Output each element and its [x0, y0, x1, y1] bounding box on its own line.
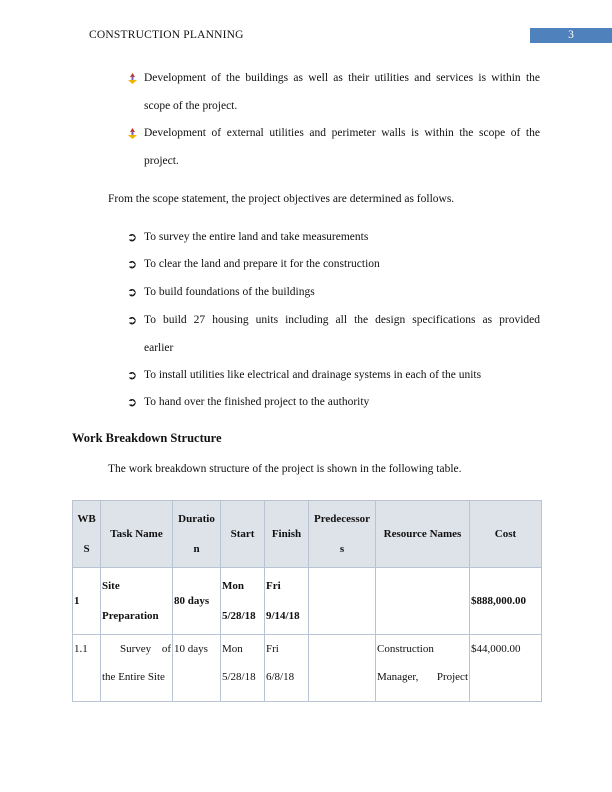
objective-item: [127, 362, 540, 390]
objective-text: To install utilities like electrical and drainage systems in each of the units: [144, 369, 482, 381]
arrow-bullet-icon: ➲: [127, 368, 138, 382]
cell-finish: Fri 9/14/18: [265, 568, 309, 635]
header-predecessors: Predecessor s: [309, 501, 376, 568]
page-number-badge: 3: [530, 28, 612, 43]
arrow-bullet-icon: ➲: [127, 285, 138, 299]
cell-start: Mon 5/28/18: [221, 568, 265, 635]
cell-resources: [376, 568, 470, 635]
objective-text: To clear the land and prepare it for the construction: [144, 258, 380, 270]
scope-bullet-line-2: scope of the project.: [144, 99, 238, 112]
cell-start: Mon 5/28/18: [221, 635, 265, 702]
cell-cost: $44,000.00: [470, 635, 542, 702]
scope-bullet: [127, 65, 540, 120]
header-resource-names: Resource Names: [376, 501, 470, 568]
scope-bullet: [127, 120, 540, 175]
cell-resources: Construction Manager, Project: [376, 635, 470, 702]
cell-finish: Fri 6/8/18: [265, 635, 309, 702]
header-finish: Finish: [265, 501, 309, 568]
objective-item: [127, 389, 540, 417]
scope-bullet-line-2: project.: [144, 154, 179, 167]
header-start: Start: [221, 501, 265, 568]
arrow-bullet-icon: ➲: [127, 257, 138, 271]
cell-predecessors: [309, 635, 376, 702]
objective-item: [127, 307, 540, 362]
objective-item: [127, 251, 540, 279]
cell-predecessors: [309, 568, 376, 635]
header-wbs: WB S: [73, 501, 101, 568]
cell-cost: $888,000.00: [470, 568, 542, 635]
table-row: [73, 635, 542, 702]
cell-task: Survey of the Entire Site: [101, 635, 173, 702]
objective-text-continued: earlier: [144, 341, 174, 354]
arrow-bullet-icon: ➲: [127, 230, 138, 244]
objective-text: To build 27 housing units including all the design specifications as provided: [144, 314, 540, 326]
running-header-title: CONSTRUCTION PLANNING: [89, 29, 244, 41]
objectives-intro: From the scope statement, the project objectives are determined as follows.: [108, 193, 455, 205]
cell-duration: 10 days: [173, 635, 221, 702]
table-header-row: [73, 501, 542, 568]
cell-wbs: 1: [73, 568, 101, 635]
objective-text: To build foundations of the buildings: [144, 286, 315, 298]
objective-text: To hand over the finished project to the authority: [144, 396, 370, 408]
wbs-table: [72, 500, 542, 702]
dart-bullet-icon: [127, 73, 138, 84]
table-row: [73, 568, 542, 635]
scope-bullet-line-1: Development of external utilities and perimeter walls is within the scope of the: [144, 127, 540, 139]
cell-duration: 80 days: [173, 568, 221, 635]
section-heading: Work Breakdown Structure: [72, 431, 222, 445]
header-cost: Cost: [470, 501, 542, 568]
arrow-bullet-icon: ➲: [127, 395, 138, 409]
objective-item: [127, 224, 540, 252]
objective-item: [127, 279, 540, 307]
objective-text: To survey the entire land and take measurements: [144, 231, 369, 243]
header-duration: Duratio n: [173, 501, 221, 568]
scope-bullet-line-1: Development of the buildings as well as their utilities and services is within the: [144, 72, 540, 84]
arrow-bullet-icon: ➲: [127, 313, 138, 327]
dart-bullet-icon: [127, 128, 138, 139]
wbs-intro: The work breakdown structure of the project is shown in the following table.: [108, 463, 462, 475]
header-task-name: Task Name: [101, 501, 173, 568]
cell-wbs: 1.1: [73, 635, 101, 702]
cell-task: Site Preparation: [101, 568, 173, 635]
